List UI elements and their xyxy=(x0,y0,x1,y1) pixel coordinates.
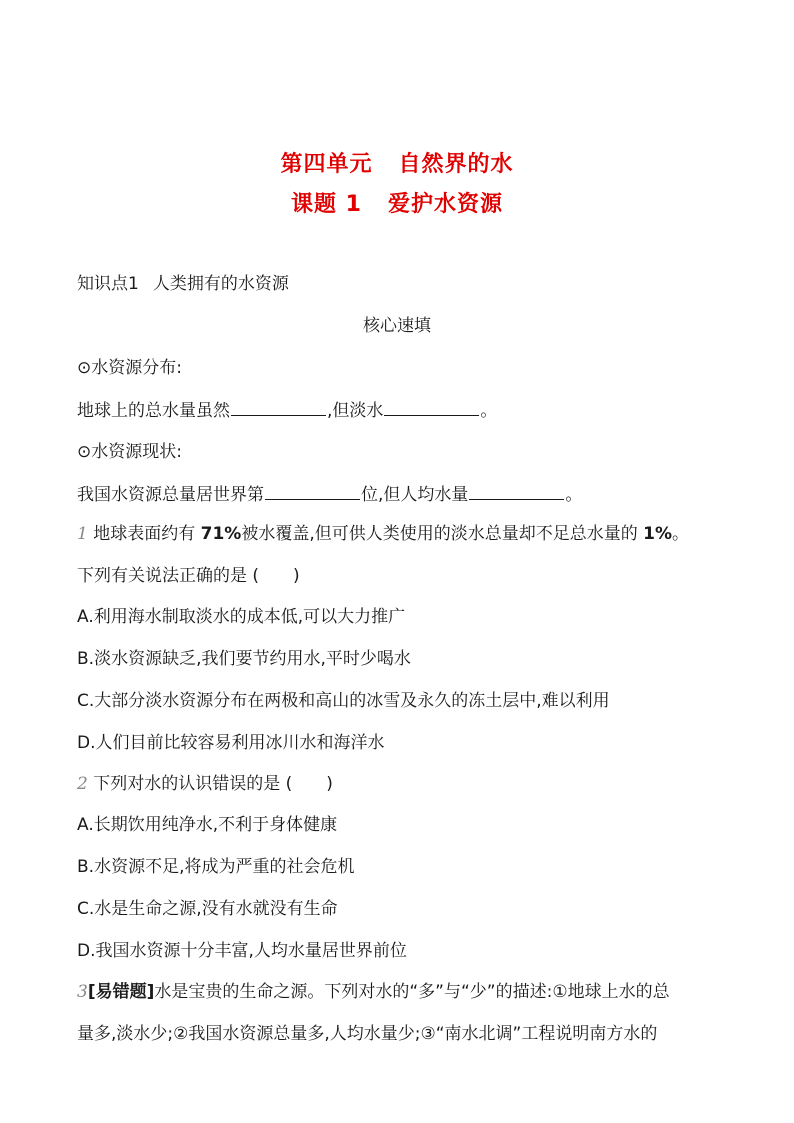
answer-bracket[interactable]: ( ) xyxy=(252,566,300,586)
fill-in-text: 我国水资源总量居世界第 xyxy=(77,485,264,505)
question-text-bold: 1% xyxy=(643,524,673,544)
question-text-bold: 71% xyxy=(200,524,242,544)
knowledge-point-label: 知识点1 xyxy=(77,274,139,294)
question-tag: [易错题] xyxy=(87,982,155,1002)
question-number: 1 xyxy=(77,524,88,544)
lesson-label: 课题 1 xyxy=(291,192,362,217)
question-number: 2 xyxy=(77,774,88,794)
section-heading: 核心速填 xyxy=(363,316,431,336)
question-text: 地球表面约有 xyxy=(93,524,196,544)
answer-bracket[interactable]: ( ) xyxy=(285,774,333,794)
question-text: 下列有关说法正确的是 xyxy=(77,566,247,586)
question-3-stem-line2: 量多,淡水少;②我国水资源总量多,人均水量少;③“南水北调”工程说明南方水的 xyxy=(77,1024,658,1044)
fill-in-line-2 xyxy=(77,483,582,506)
lesson-name: 爱护水资源 xyxy=(387,192,503,217)
answer-blank[interactable] xyxy=(384,399,479,416)
question-2-option-d: D.我国水资源十分丰富,人均水量居世界前位 xyxy=(77,941,407,961)
fill-in-text: 地球上的总水量虽然 xyxy=(77,401,230,421)
question-text: 下列对水的认识错误的是 xyxy=(93,774,281,794)
fill-in-text: 。 xyxy=(480,401,498,421)
answer-blank[interactable] xyxy=(265,483,360,500)
question-1-option-c: C.大部分淡水资源分布在两极和高山的冰雪及永久的冻土层中,难以利用 xyxy=(77,691,610,711)
knowledge-point-name: 人类拥有的水资源 xyxy=(152,274,289,294)
question-1-option-b: B.淡水资源缺乏,我们要节约用水,平时少喝水 xyxy=(77,649,411,669)
question-3-stem xyxy=(77,981,670,1003)
fill-in-text: ,但淡水 xyxy=(327,401,384,421)
question-2-option-c: C.水是生命之源,没有水就没有生命 xyxy=(77,899,338,919)
question-1-stem-line2 xyxy=(77,565,300,587)
question-number: 3 xyxy=(77,982,88,1002)
fill-in-header-1: ⊙水资源分布: xyxy=(77,358,182,378)
lesson-title xyxy=(0,187,794,218)
question-1-option-d: D.人们目前比较容易利用冰川水和海洋水 xyxy=(77,733,385,753)
fill-in-text: 位,但人均水量 xyxy=(361,485,469,505)
question-2-stem xyxy=(77,773,333,795)
knowledge-point-heading xyxy=(77,273,289,295)
answer-blank[interactable] xyxy=(469,483,564,500)
question-1-option-a: A.利用海水制取淡水的成本低,可以大力推广 xyxy=(77,607,406,627)
question-2-option-b: B.水资源不足,将成为严重的社会危机 xyxy=(77,857,355,877)
unit-name: 自然界的水 xyxy=(398,152,514,177)
fill-in-header-2: ⊙水资源现状: xyxy=(77,442,182,462)
question-1-stem xyxy=(77,523,689,545)
fill-in-line-1 xyxy=(77,399,497,422)
fill-in-text: 。 xyxy=(565,485,583,505)
question-text: 。 xyxy=(672,524,690,544)
question-2-option-a: A.长期饮用纯净水,不利于身体健康 xyxy=(77,815,338,835)
question-text: 被水覆盖,但可供人类使用的淡水总量却不足总水量的 xyxy=(241,524,638,544)
answer-blank[interactable] xyxy=(231,399,326,416)
unit-label: 第四单元 xyxy=(280,152,373,177)
question-text: 水是宝贵的生命之源。下列对水的“多”与“少”的描述:①地球上水的总 xyxy=(154,982,670,1002)
unit-title xyxy=(0,147,794,178)
